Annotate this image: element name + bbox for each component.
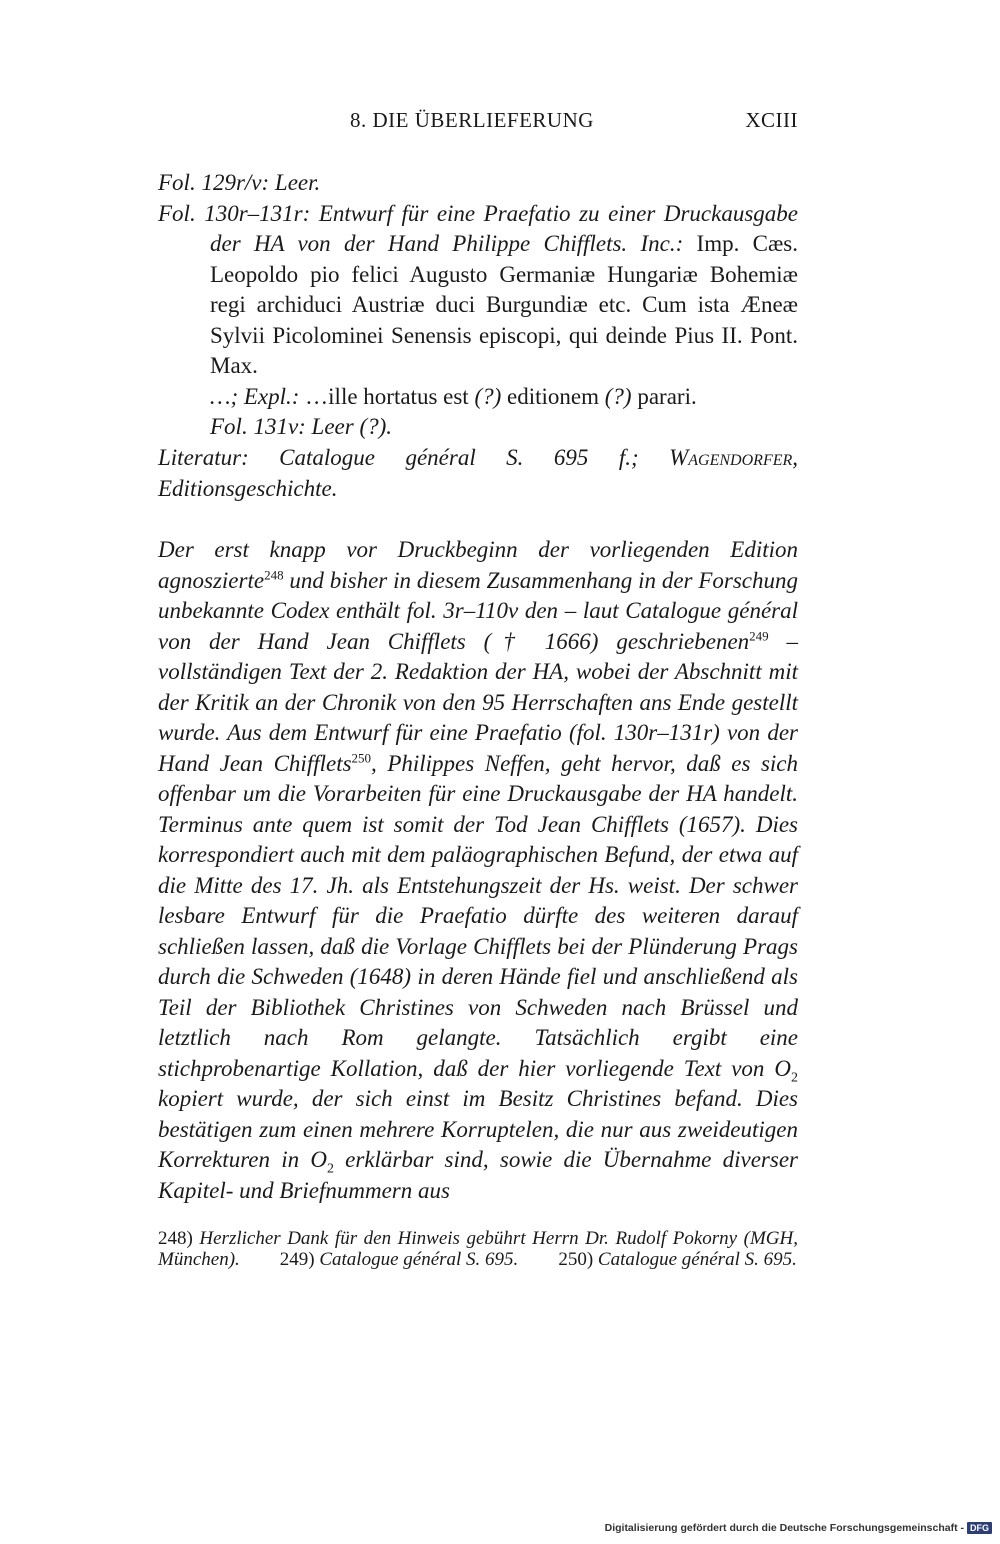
dfg-logo: DFG xyxy=(967,1522,992,1534)
subscript: 2 xyxy=(791,1070,798,1086)
body-text-2: und bisher in diesem Zusammenhang in der Forschung unbekannte Codex enthält fol. 3r–110v den – laut Catalogue général von der Hand Jean Chifflets († 1666) geschriebenen xyxy=(158,567,798,654)
footnote-ref-248[interactable]: 248 xyxy=(264,566,284,582)
running-head-title: 8. DIE ÜBERLIEFERUNG xyxy=(350,108,594,132)
footnotes xyxy=(158,1228,798,1270)
body-text-3: – vollständigen Text der 2. Redaktion der HA, wobei der Abschnitt mit der Kritik an der Chronik von den 95 Herrschaften ans Ende gestellt wurde. Aus dem Entwurf für eine Praefatio (fol. 130r–131r) von der Hand Jean Chifflets xyxy=(158,628,799,776)
footnote-ref-249[interactable]: 249 xyxy=(749,627,769,643)
subscript: 2 xyxy=(326,1161,334,1177)
entry-fol131v: Fol. 131v: Leer (?). xyxy=(210,414,393,439)
credit-text: Digitalisierung gefördert durch die Deutsche Forschungsgemeinschaft - xyxy=(604,1522,964,1534)
body-text-1: Der erst knapp vor Druckbeginn der vorliegenden Edition agnoszierte xyxy=(158,537,798,593)
footnote-ref-250[interactable]: 250 xyxy=(351,749,372,765)
footnote-249-text: Catalogue général S. 695. xyxy=(319,1249,519,1270)
entry-fol130 xyxy=(158,199,798,413)
entry-fol129: Fol. 129r/v: Leer. xyxy=(158,170,321,195)
page-number: XCIII xyxy=(745,108,798,132)
literatur-author: Wagendorfer xyxy=(669,445,793,470)
query-mark: (?) xyxy=(474,383,502,409)
literatur xyxy=(158,443,798,504)
body-text-5: kopiert wurde, der sich einst im Besitz Christines befand. Dies bestätigen zum einen mehrere Korruptelen, die nur aus zweideutigen Korrekturen in O xyxy=(158,1086,798,1172)
entry-fol130-explicit-b: editionem xyxy=(507,383,600,409)
body-text-6: erklärbar sind, sowie die Übernahme diverser Kapitel- und Briefnummern aus xyxy=(158,1147,798,1203)
footnote-248-number: 248) xyxy=(158,1228,193,1249)
literatur-suffix: , Editionsgeschichte. xyxy=(158,445,799,501)
body-paragraph xyxy=(158,535,798,1206)
entry-fol130-label: Fol. 130r–131r: Entwurf für eine Praefatio zu einer Druckausgabe der HA von der Hand Philippe Chifflets. Inc.: xyxy=(158,200,798,256)
footnote-250-number: 250) xyxy=(558,1249,594,1270)
query-mark: (?) xyxy=(604,383,632,409)
literatur-prefix: Literatur: Catalogue général S. 695 f.; xyxy=(158,445,639,470)
footnote-248-text: Herzlicher Dank für den Hinweis gebührt Herrn Dr. Rudolf Pokorny (MGH, München). xyxy=(158,1228,798,1270)
digitization-credit xyxy=(605,1522,992,1534)
footnote-250-text: Catalogue général S. 695. xyxy=(597,1249,797,1270)
manuscript-entries xyxy=(158,168,798,443)
entry-fol130-explicit-a: …ille hortatus est xyxy=(305,383,469,409)
body-text-4: , Philippes Neffen, geht hervor, daß es sich offenbar um die Vorarbeiten für eine Druckausgabe der HA handelt. Terminus ante quem ist somit der Tod Jean Chifflets (1657). Dies korrespondiert auch mit dem paläographischen Befund, der etwa auf die Mitte des 17. Jh. als Entstehungszeit der Hs. weist. Der schwer lesbare Entwurf für die Praefatio dürfte des weiteren darauf schließen lassen, daß die Vorlage Chifflets bei der Plünderung Prags durch die Schweden (1648) in deren Hände fiel und anschließend als Teil der Bibliothek Christines von Schweden nach Brüssel und letztlich nach Rom gelangte. Tatsächlich ergibt eine stichprobenartige Kollation, daß der hier vorliegende Text von O xyxy=(158,750,798,1081)
entry-fol130-expl-label: …; Expl.: xyxy=(210,383,300,409)
running-head xyxy=(158,108,798,138)
entry-fol130-explicit-c: parari. xyxy=(637,383,697,409)
entry-fol130-incipit: Imp. Cæs. Leopoldo pio felici Augusto Germaniæ Hungariæ Bohemiæ regi archiduci Austriæ duci Burgundiæ etc. Cum ista Æneæ Sylvii Picolominei Senensis episcopi, qui deinde Pius II. Pont. Max. xyxy=(210,231,798,378)
footnote-249-number: 249) xyxy=(279,1249,315,1270)
